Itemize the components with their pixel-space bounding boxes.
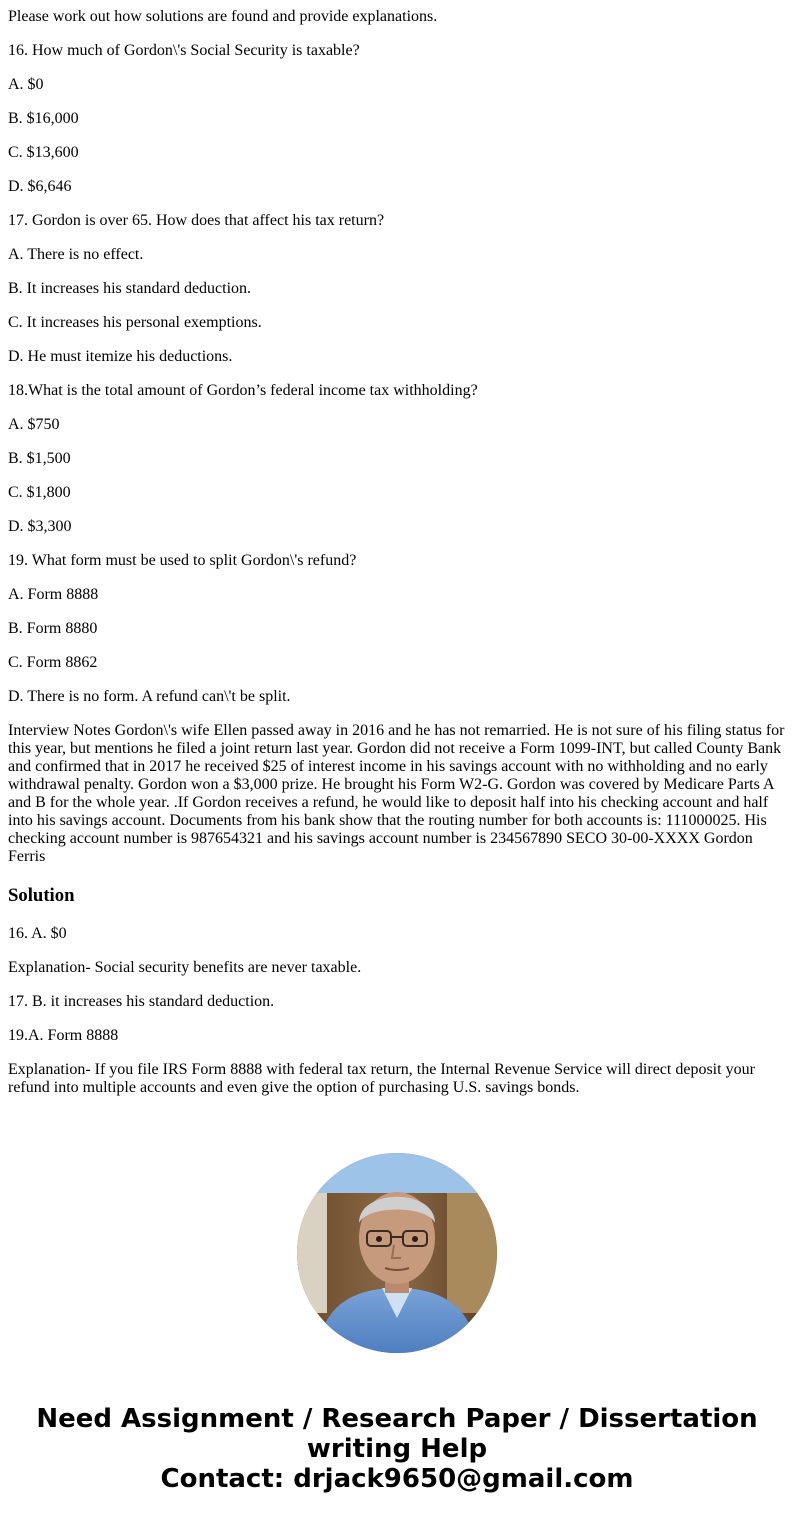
question-17-option-b: B. It increases his standard deduction. (8, 280, 252, 297)
question-18-option-d: D. $3,300 (8, 518, 72, 535)
question-17-option-d: D. He must itemize his deductions. (8, 348, 233, 365)
question-18-prompt: 18.What is the total amount of Gordon’s federal income tax withholding? (8, 382, 478, 399)
promo-banner (0, 1404, 794, 1494)
solution-heading: Solution (8, 885, 75, 906)
solution-explanation-19: Explanation- If you file IRS Form 8888 with federal tax return, the Internal Revenue Service will direct deposit your refund into multiple accounts and even give the option of purchasing U.S. savings bonds. (8, 1061, 755, 1096)
question-18-option-c: C. $1,800 (8, 484, 71, 501)
question-16-option-a: A. $0 (8, 76, 44, 93)
solution-line-19: 19.A. Form 8888 (8, 1027, 119, 1044)
question-19-option-d: D. There is no form. A refund can\'t be split. (8, 688, 291, 705)
promo-line-2: writing Help (306, 1434, 488, 1464)
solution-line-16: 16. A. $0 (8, 925, 67, 942)
question-19-option-b: B. Form 8880 (8, 620, 98, 637)
author-avatar (297, 1153, 497, 1353)
question-18-option-b: B. $1,500 (8, 450, 71, 467)
question-16-option-b: B. $16,000 (8, 110, 79, 127)
question-16-option-d: D. $6,646 (8, 178, 72, 195)
solution-line-17: 17. B. it increases his standard deduction. (8, 993, 275, 1010)
question-17-prompt: 17. Gordon is over 65. How does that affect his tax return? (8, 212, 385, 229)
solution-explanation-16: Explanation- Social security benefits are never taxable. (8, 959, 362, 976)
question-19-option-c: C. Form 8862 (8, 654, 98, 671)
avatar-portrait (297, 1153, 497, 1353)
question-16-prompt: 16. How much of Gordon\'s Social Security is taxable? (8, 42, 360, 59)
interview-notes: Interview Notes Gordon\'s wife Ellen passed away in 2016 and he has not remarried. He is not sure of his filing status for this year, but mentions he filed a joint return last year. Gordon did not receive a Form 1099-INT, but called County Bank and confirmed that in 2017 he received $25 of interest income in his savings account with no withholding and no early withdrawal penalty. Gordon won a $3,000 prize. He brought his Form W2-G. Gordon was covered by Medicare Parts A and B for the whole year. .If Gordon receives a refund, he would like to deposit half into his checking account and half into his savings account. Documents from his bank show that the routing number for both accounts is: 111000025. His checking account number is 987654321 and his savings account number is 234567890 SECO 30-00-XXXX Gordon Ferris (8, 722, 785, 865)
question-17-option-a: A. There is no effect. (8, 246, 144, 263)
intro-text: Please work out how solutions are found and provide explanations. (8, 8, 438, 25)
promo-line-1: Need Assignment / Research Paper / Dissertation (36, 1404, 758, 1434)
question-16-option-c: C. $13,600 (8, 144, 79, 161)
question-18-option-a: A. $750 (8, 416, 60, 433)
question-17-option-c: C. It increases his personal exemptions. (8, 314, 262, 331)
question-19-prompt: 19. What form must be used to split Gordon\'s refund? (8, 552, 357, 569)
promo-contact[interactable]: Contact: drjack9650@gmail.com (160, 1464, 634, 1494)
question-19-option-a: A. Form 8888 (8, 586, 99, 603)
